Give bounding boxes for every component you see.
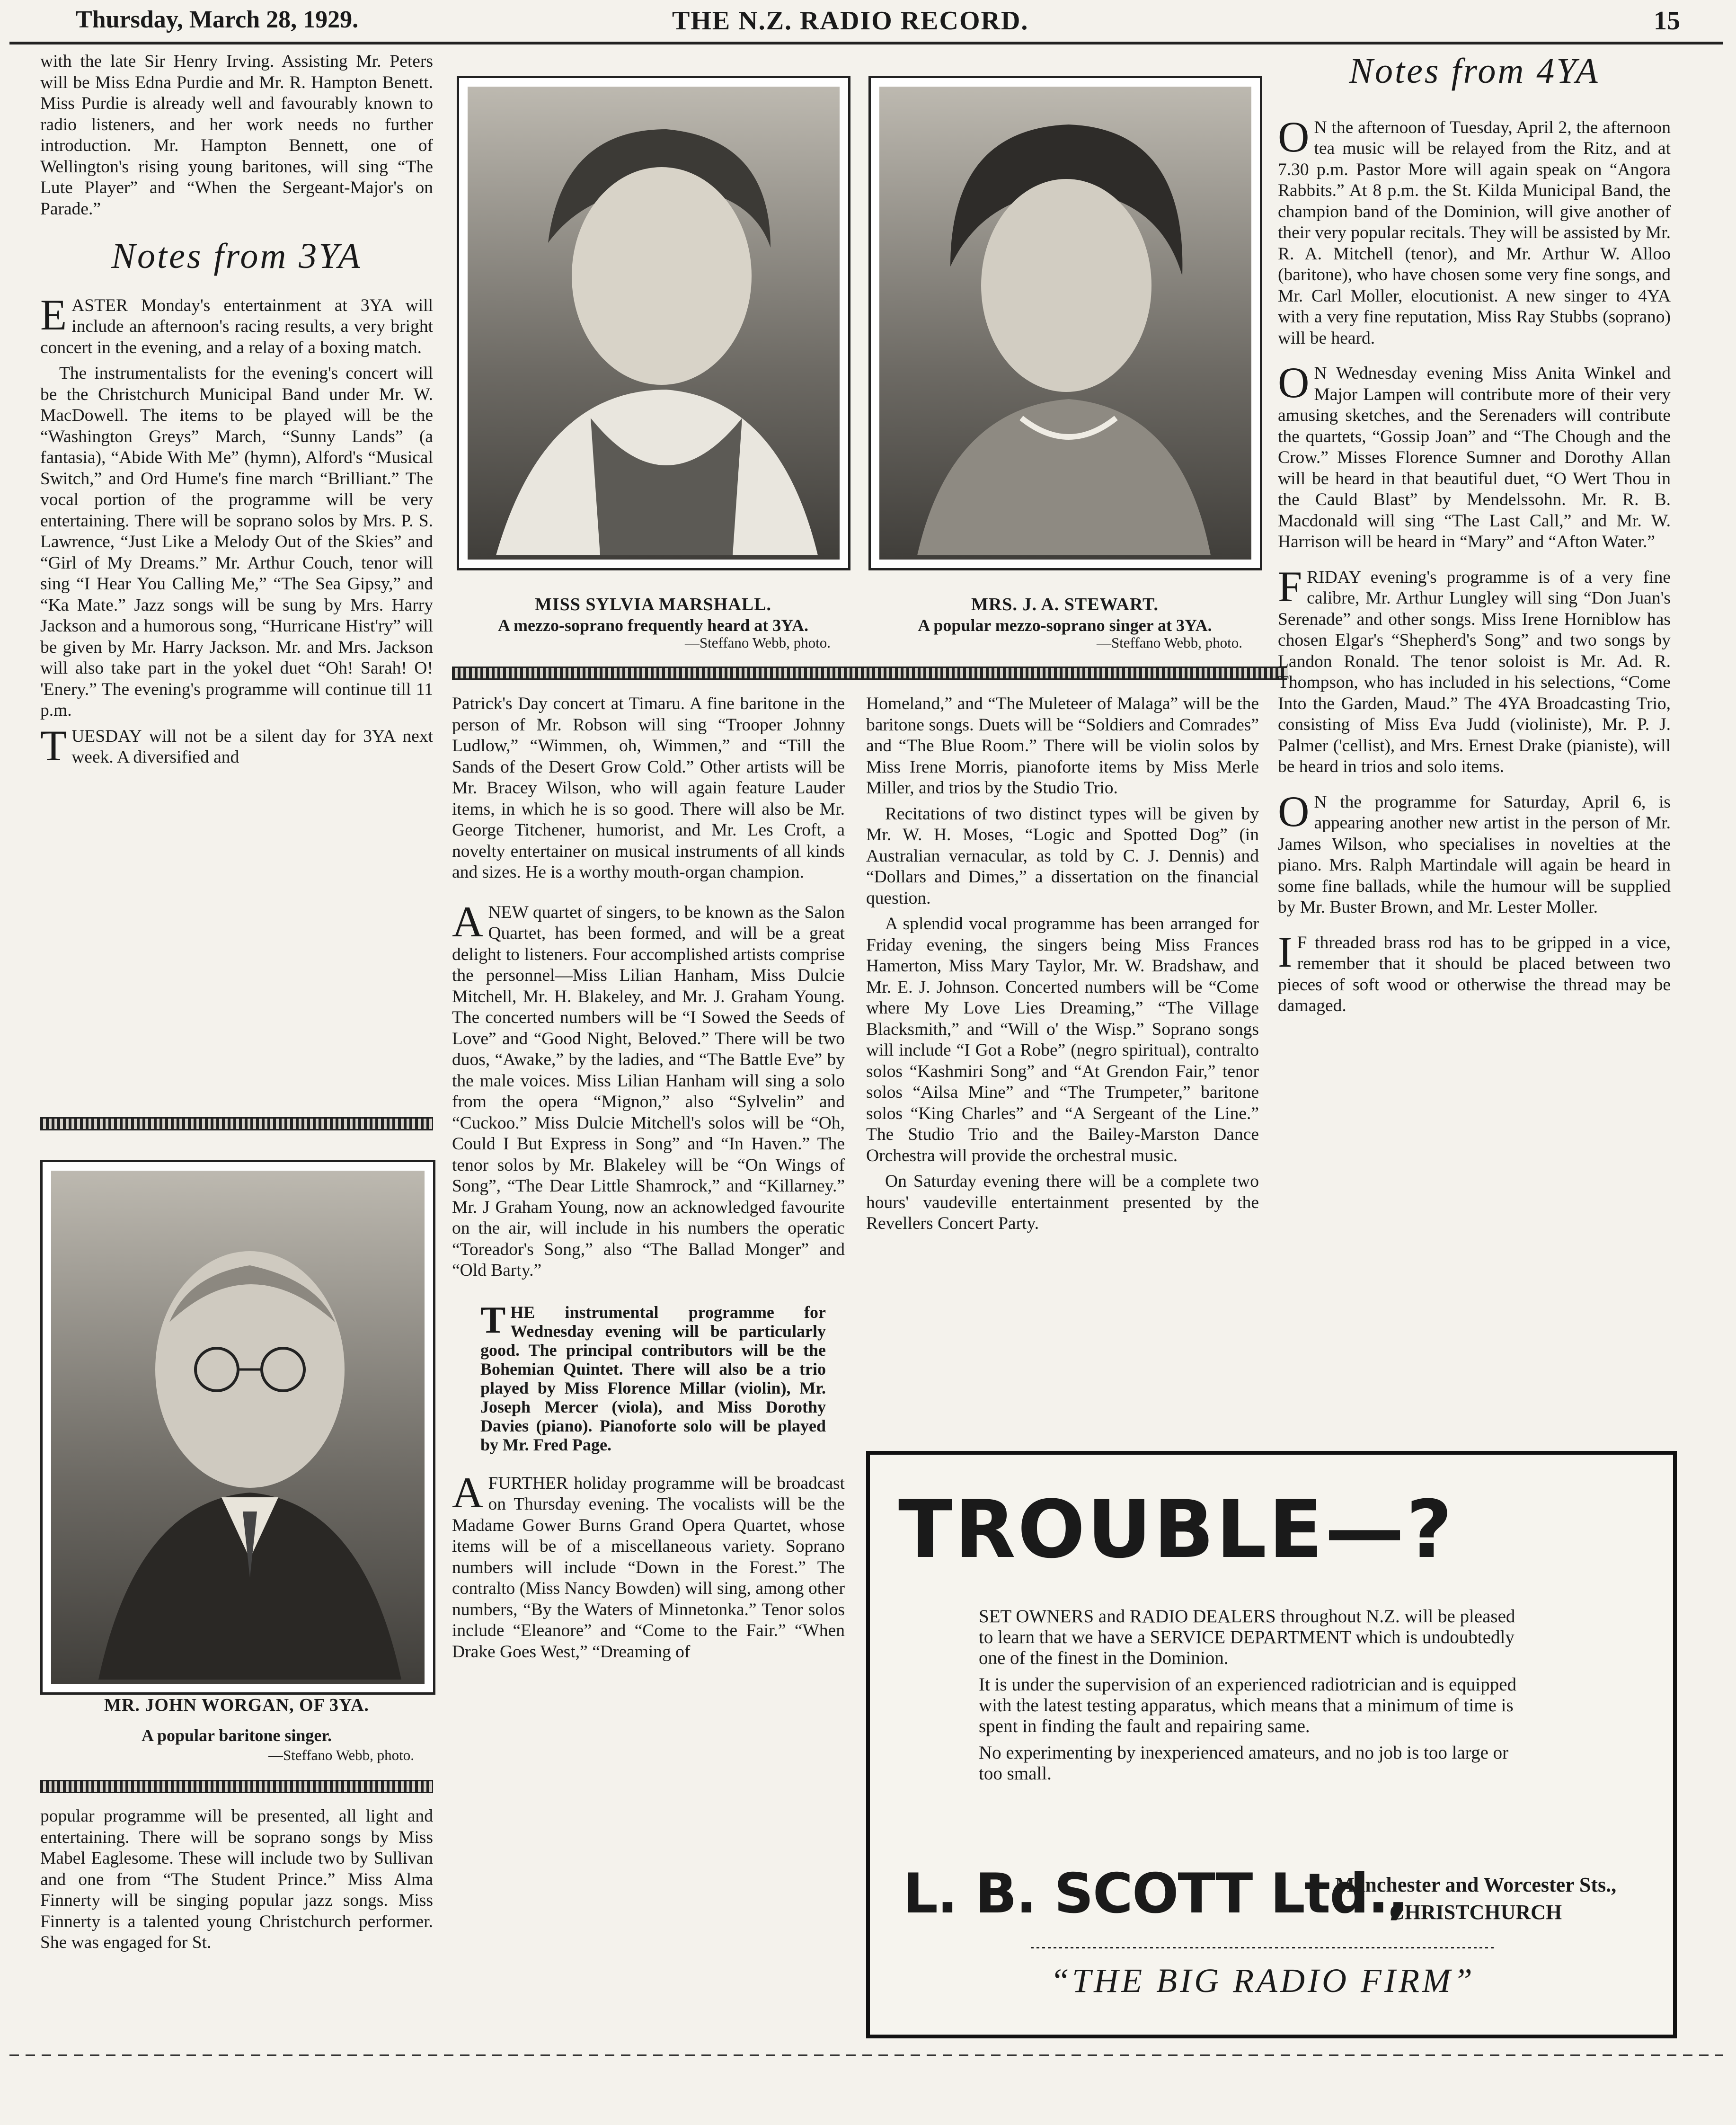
caption-desc-worgan: A popular baritone singer. [141, 1726, 332, 1745]
drop-cap: O [1278, 358, 1310, 407]
article-paragraph: EASTER Monday's entertainment at 3YA will include an afternoon's racing results, a very bright concert in the evening, and a relay of a boxing match. [40, 290, 433, 357]
page-number: 15 [1654, 6, 1680, 36]
drop-cap: E [40, 290, 67, 339]
ad-address-city: CHRISTCHURCH [1389, 1901, 1562, 1924]
woman-portrait-icon [879, 87, 1247, 555]
article-paragraph: popular programme will be presented, all light and entertaining. There will be soprano songs by Miss Mabel Eaglesome. These will include two by Sullivan and one from “The Student Prince.” Miss Alma Finnerty will be singing popular jazz songs. Miss Finnerty is a talented young Christchurch performer. She was engaged for St. [40, 1806, 433, 1952]
article-paragraph: TUESDAY will not be a silent day for 3YA next week. A diversified and [40, 721, 433, 770]
article-paragraph: Patrick's Day concert at Timaru. A fine baritone in the person of Mr. Robson will sing “Trooper Johnny Ludlow,” “Wimmen, oh, Wimmen,” and “Till the Sands of the Desert Grow Cold.” Other artists will be Mr. Bracey Wilson, who will again feature Lauder items, in which he is so good. There will also be Mr. George Titchener, humorist, and Mr. Les Croft, a novelty entertainer on musical instruments of all kinds and sizes. He is a worthy mouth-organ champion. [452, 694, 845, 882]
column-3 [866, 694, 1259, 1432]
ad-company-name: L. B. SCOTT Ltd., [903, 1862, 1408, 1926]
photo-ja-stewart [868, 76, 1262, 570]
column-divider-bar [40, 1117, 433, 1130]
ad-address [1310, 1871, 1641, 1926]
drop-cap: O [1278, 787, 1310, 836]
drop-cap: T [40, 721, 67, 770]
article-paragraph: ANEW quartet of singers, to be known as the Salon Quartet, has been formed, and will be a great delight to listeners. Four accomplished artists comprise the personnel—Miss Lilian Hanham, Miss Dulcie Mitchell, Mr. H. Blakeley, and Mr. J. Graham Young. The concerted numbers will be “I Sowed the Seeds of Love” and “Good Night, Beloved.” There will be two duos, “Awake,” by the ladies, and “The Battle Eve” by the male voices. Miss Lilian Hanham will sing a solo from the opera “Mignon,” also “Sylvelin” and “Cuckoo.” Miss Dulcie Mitchell's solos will be “Oh, Could I But Express in Song” and “In Haven.” The tenor solos by Mr. Blakeley will be “On Wings of Song”, “The Dear Little Shamrock,” and “Killarney.” Mr. J Graham Young, now an acknowledged favourite on the air, will include in his numbers the operatic “Toreador's Song,” also “The Ballad Monger” and “Old Barty.” [452, 897, 845, 1280]
footer-rule [9, 2054, 1723, 2056]
photo-john-worgan [40, 1160, 435, 1695]
portrait-image [879, 87, 1251, 560]
advertisement-lb-scott [866, 1451, 1677, 2038]
drop-cap: A [452, 897, 484, 946]
ad-paragraph: No experimenting by inexperienced amateurs, and no job is too large or too small. [979, 1743, 1509, 1784]
article-paragraph: The instrumentalists for the evening's concert will be the Christchurch Municipal Band under Mr. W. MacDowell. The items to be played will be the “Washington Greys” March, “Sunny Lands” (a fantasia), “Abide With Me” (hymn), Alford's “Musical Switch,” and Ord Hume's fine march “Brilliant.” The vocal portion of the programme will be very entertaining. There will be soprano solos by Mrs. P. S. Lawrence, “Just Like a Melody Out of the Skies” and “Girl of My Dreams.” Mr. Arthur Couch, tenor will sing “I Hear You Calling Me,” “The Sea Gipsy,” and “Ka Mate.” Jazz songs will be sung by Mrs. Harry Jackson and a humorous song, “Hurricane Hist'ry” will be given by Mr. Harry Jackson. Mr. and Mrs. Jackson will also take part in the yokel duet “Oh! Sarah! O! 'Enery.” The evening's programme will continue till 11 p.m. [40, 364, 433, 720]
page-header [76, 6, 1680, 41]
drop-cap: O [1278, 112, 1310, 161]
caption-name-worgan: MR. JOHN WORGAN, OF 3YA. [104, 1695, 369, 1715]
column-divider-bar [40, 1780, 433, 1793]
caption-credit-worgan: —Steffano Webb, photo. [268, 1747, 414, 1763]
drop-cap: F [1278, 562, 1302, 611]
article-paragraph: FRIDAY evening's programme is of a very fine calibre, Mr. Arthur Lungley will sing “Don Juan's Serenade” and other songs. Miss Irene Horniblow has chosen Elgar's “Shepherd's Song” and two songs by Landon Ronald. The tenor soloist is Mr. Ad. R. Thompson, who has included in his selections, “Come Into the Garden, Maud.” The 4YA Broadcasting Trio, consisting of Miss Eva Judd (violiniste), Mr. P. J. Palmer ('cellist), and Mrs. Ernest Drake (pianiste), will be heard in trios and solo items. [1278, 562, 1671, 776]
column-4 [1278, 51, 1671, 1433]
publication-title: THE N.Z. RADIO RECORD. [672, 6, 1029, 36]
ad-divider [1031, 1947, 1495, 1948]
article-paragraph: Homeland,” and “The Muleteer of Malaga” will be the baritone songs. Duets will be “Soldiers and Comrades” and “The Blue Room.” There will be violin solos by Miss Irene Morris, pianoforte items by Miss Merle Miller, and trios by the Studio Trio. [866, 694, 1259, 798]
article-paragraph: Recitations of two distinct types will be given by Mr. W. H. Moses, “Logic and Spotted Dog” (in Australian vernacular, as told by C. J. Dennis) and “Dollars and Dimes,” a dissertation on the financial question. [866, 804, 1259, 908]
drop-cap: A [452, 1468, 484, 1517]
column-1-bottom [40, 1806, 433, 2009]
article-text: with the late Sir Henry Irving. Assisting Mr. Peters will be Miss Edna Purdie and Mr. R. Hampton Benett. Miss Purdie is already well and favourably known to radio listeners, and her work needs no further introduction. Mr. Hampton Bennett, one of Wellington's rising young baritones, will sing “The Lute Player” and “When the Sergeant-Major's on Parade.” [40, 52, 433, 219]
article-paragraph: On Saturday evening there will be a complete two hours' vaudeville entertainment presented by the Revellers Concert Party. [866, 1172, 1259, 1233]
caption-credit-stewart: —Steffano Webb, photo. [1096, 634, 1242, 651]
article-paragraph: I F threaded brass rod has to be gripped in a vice, remember that it should be placed between two pieces of soft wood or otherwise the thread may be damaged. [1278, 927, 1671, 1015]
ad-tagline: “THE BIG RADIO FIRM” [1050, 1962, 1475, 2000]
ad-headline: TROUBLE—? [898, 1483, 1454, 1576]
portrait-image [51, 1171, 425, 1684]
boxed-notice: THE instrumental programme for Wednesday evening will be particularly good. The principal contributors will be the Bohemian Quintet. There will also be a trio played by Miss Florence Millar (violin), Mr. Joseph Mercer (viola), and Miss Dorothy Davies (piano). Pianoforte solo will be played by Mr. Fred Page. [480, 1299, 826, 1454]
column-1-top [40, 51, 433, 1116]
article-paragraph: A splendid vocal programme has been arranged for Friday evening, the singers being Miss Frances Hamerton, Miss Mary Taylor, Mr. W. Bradshaw, and Mr. E. J. Johnson. Concerted numbers will be “Come where My Love Lies Dreaming,” “The Village Blacksmith,” and “Will o' the Wisp.” Soprano songs will include “I Got a Robe” (negro spiritual), contralto solos “Kashmiri Song” and “At Grendon Fair,” tenor solos “Ailsa Mine” and “The Trumpeter,” baritone solos “King Charles” and “A Sergeant of the Line.” The Studio Trio and the Bailey-Marston Dance Orchestra will provide the orchestral music. [866, 914, 1259, 1165]
man-portrait-icon [51, 1171, 420, 1680]
caption-name-stewart: MRS. J. A. STEWART. [971, 595, 1159, 614]
article-paragraph: AFURTHER holiday programme will be broadcast on Thursday evening. The vocalists will be the Madame Gower Burns Grand Opera Quartet, whose items will be of a miscellaneous variety. Soprano numbers will include “Down in the Forest.” The contralto (Miss Nancy Bowden) will sing, among other numbers, “By the Waters of Minnetonka.” Tenor solos include “Eleanore” and “Come to the Fair.” “When Drake Goes West,” “Dreaming of [452, 1468, 845, 1662]
caption-desc-stewart: A popular mezzo-soprano singer at 3YA. [918, 616, 1212, 635]
portrait-image [468, 87, 840, 560]
article-paragraph: O N the afternoon of Tuesday, April 2, the afternoon tea music will be relayed from the Ritz, and at 7.30 p.m. Pastor More will again speak on “Angora Rabbits.” At 8 p.m. the St. Kilda Municipal Band, the champion band of the Dominion, will give another of their very popular recitals. They will be assisted by Mr. R. A. Mitchell (tenor), and Mr. Arthur W. Alloo (baritone), who have chosen some very fine songs, and Mr. Carl Moller, elocutionist. A new singer to 4YA with a very fine reputation, Miss Ray Stubbs (soprano) will be heard. [1278, 112, 1671, 348]
header-rule [9, 42, 1723, 44]
ad-address-line: Manchester and Worcester Sts., [1335, 1873, 1617, 1896]
woman-portrait-icon [468, 87, 835, 555]
section-title-3ya: Notes from 3YA [111, 236, 362, 276]
issue-date: Thursday, March 28, 1929. [76, 6, 359, 33]
drop-cap: I [1278, 927, 1293, 976]
column-divider-bar [452, 667, 1287, 680]
caption-desc-marshall: A mezzo-soprano frequently heard at 3YA. [498, 616, 808, 635]
section-title-4ya: Notes from 4YA [1349, 51, 1600, 91]
ad-body [979, 1606, 1518, 1790]
article-paragraph: O N Wednesday evening Miss Anita Winkel and Major Lampen will contribute more of their very amusing sketches, and the Serenaders will contribute the quartets, “Gossip Joan” and “The Chough and the Crow.” Misses Florence Sumner and Dorothy Allan will be heard in that beautiful duet, “O Wert Thou in the Cauld Blast” by Mendelssohn. Mr. R. B. Macdonald will sing “The Last Call,” and Mr. W. Harrison will be heard in “Mary” and “Afton Water.” [1278, 358, 1671, 551]
column-2 [452, 694, 845, 2014]
article-paragraph: O N the programme for Saturday, April 6, is appearing another new artist in the person of Mr. James Wilson, who specialises in novelties at the piano. Mrs. Ralph Martindale will again be heard in some fine ballads, while the humour will be supplied by Mr. Buster Brown, and Mr. Lester Moller. [1278, 787, 1671, 917]
ad-paragraph: It is under the supervision of an experienced radiotrician and is equipped with the latest testing apparatus, which means that a minimum of time is spent in finding the fault and repairing same. [979, 1674, 1517, 1736]
ad-paragraph: SET OWNERS and RADIO DEALERS throughout N.Z. will be pleased to learn that we have a SERVICE DEPARTMENT which is undoubtedly one of the finest in the Dominion. [979, 1606, 1515, 1668]
photo-sylvia-marshall [457, 76, 850, 570]
caption-name-marshall: MISS SYLVIA MARSHALL. [534, 595, 771, 614]
drop-cap: T [480, 1299, 506, 1341]
caption-credit-marshall: —Steffano Webb, photo. [684, 634, 831, 651]
